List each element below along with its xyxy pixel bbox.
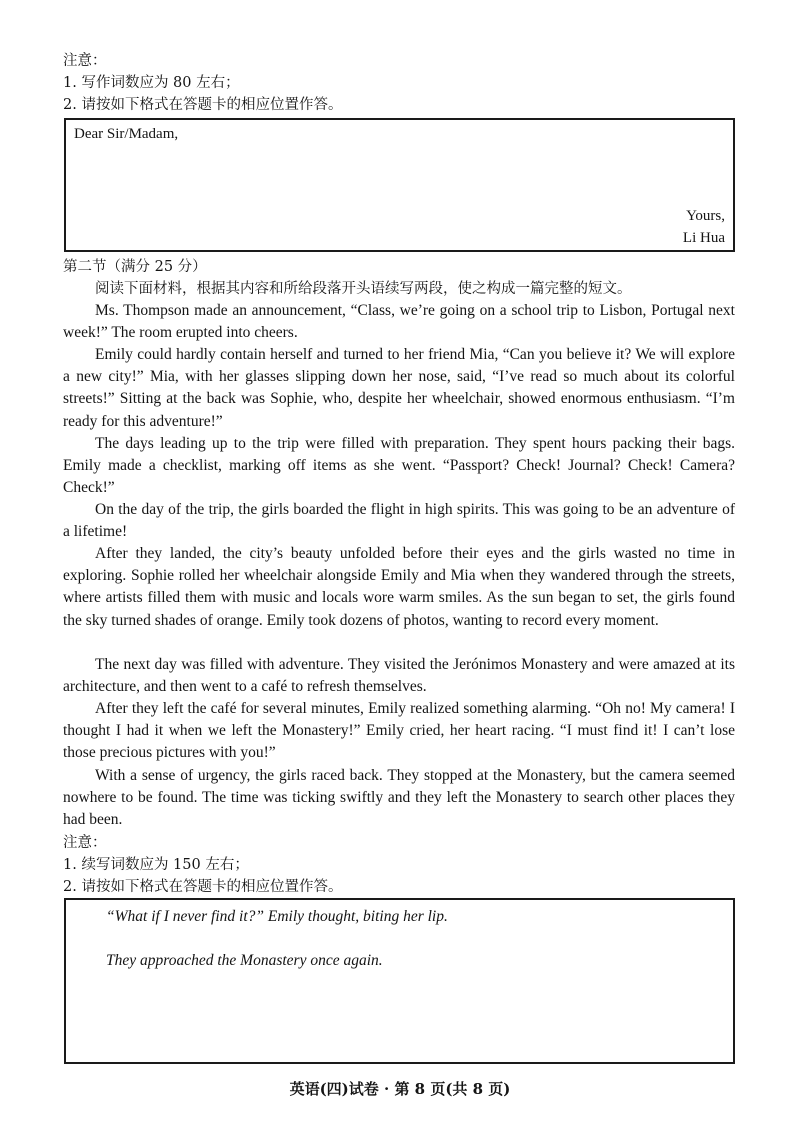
section-instruction: 阅读下面材料，根据其内容和所给段落开头语续写两段，使之构成一篇完整的短文。	[95, 281, 632, 297]
format-note: 2. 请按如下格式在答题卡的相应位置作答。	[63, 97, 343, 113]
story-paragraph: The days leading up to the trip were filled with preparation. They spent hours packing their bags. Emily made a checklist, marking off items as she went. “Passport? Check! Journal? Check! Camera? Check!”	[63, 435, 735, 497]
letter-answer-box	[64, 118, 735, 252]
format-note-2: 2. 请按如下格式在答题卡的相应位置作答。	[63, 879, 343, 895]
letter-closing: Yours,	[686, 208, 725, 224]
word-count-note-2: 1. 续写词数应为 150 左右；	[63, 857, 249, 873]
notes-heading: 注意：	[63, 53, 107, 69]
story-paragraph: The next day was filled with adventure. They visited the Jerónimos Monastery and were amazed at its architecture, and then went to a café to refresh themselves.	[63, 656, 735, 696]
section-title: 第二节（满分 25 分）	[63, 259, 207, 275]
word-count-note: 1. 写作词数应为 80 左右；	[63, 75, 240, 91]
opening-sentence-2: They approached the Monastery once again.	[106, 952, 383, 969]
story-paragraph: Ms. Thompson made an announcement, “Class, we’re going on a school trip to Lisbon, Portugal next week!” The room erupted into cheers.	[63, 302, 735, 342]
notes-heading-2: 注意：	[63, 835, 107, 851]
story-paragraph: With a sense of urgency, the girls raced back. They stopped at the Monastery, but the camera seemed nowhere to be found. The time was ticking swiftly and they left the Monastery to search other places they had been.	[63, 767, 735, 829]
continuation-answer-box	[64, 898, 735, 1064]
letter-signature: Li Hua	[682, 230, 725, 246]
story-paragraph: On the day of the trip, the girls boarded the flight in high spirits. This was going to be an adventure of a lifetime!	[63, 501, 735, 541]
opening-sentence-1: “What if I never find it?” Emily thought, biting her lip.	[106, 908, 448, 925]
story-paragraph: After they landed, the city’s beauty unfolded before their eyes and the girls wasted no time in exploring. Sophie rolled her wheelchair alongside Emily and Mia when they wandered through the streets, where artists filled them with music and locals wore warm smiles. As the sun began to set, the girls found the sky turned shades of orange. Emily took dozens of photos, wanting to record every moment.	[63, 545, 735, 629]
page-footer: 英语(四)试卷 · 第 8 页(共 8 页)	[289, 1080, 511, 1098]
story-paragraph: Emily could hardly contain herself and turned to her friend Mia, “Can you believe it? We will explore a new city!” Mia, with her glasses slipping down her nose, said, “I’ve read so much about its colorful streets!” Sitting at the back was Sophie, who, despite her wheelchair, showed enormous enthusiasm. “I’m ready for this adventure!”	[63, 346, 735, 430]
story-paragraph: After they left the café for several minutes, Emily realized something alarming. “Oh no! My camera! I thought I had it when we left the Monastery!” Emily cried, her heart racing. “I must find it! I can’t lose those precious pictures with you!”	[63, 700, 735, 762]
letter-salutation: Dear Sir/Madam,	[74, 126, 179, 142]
